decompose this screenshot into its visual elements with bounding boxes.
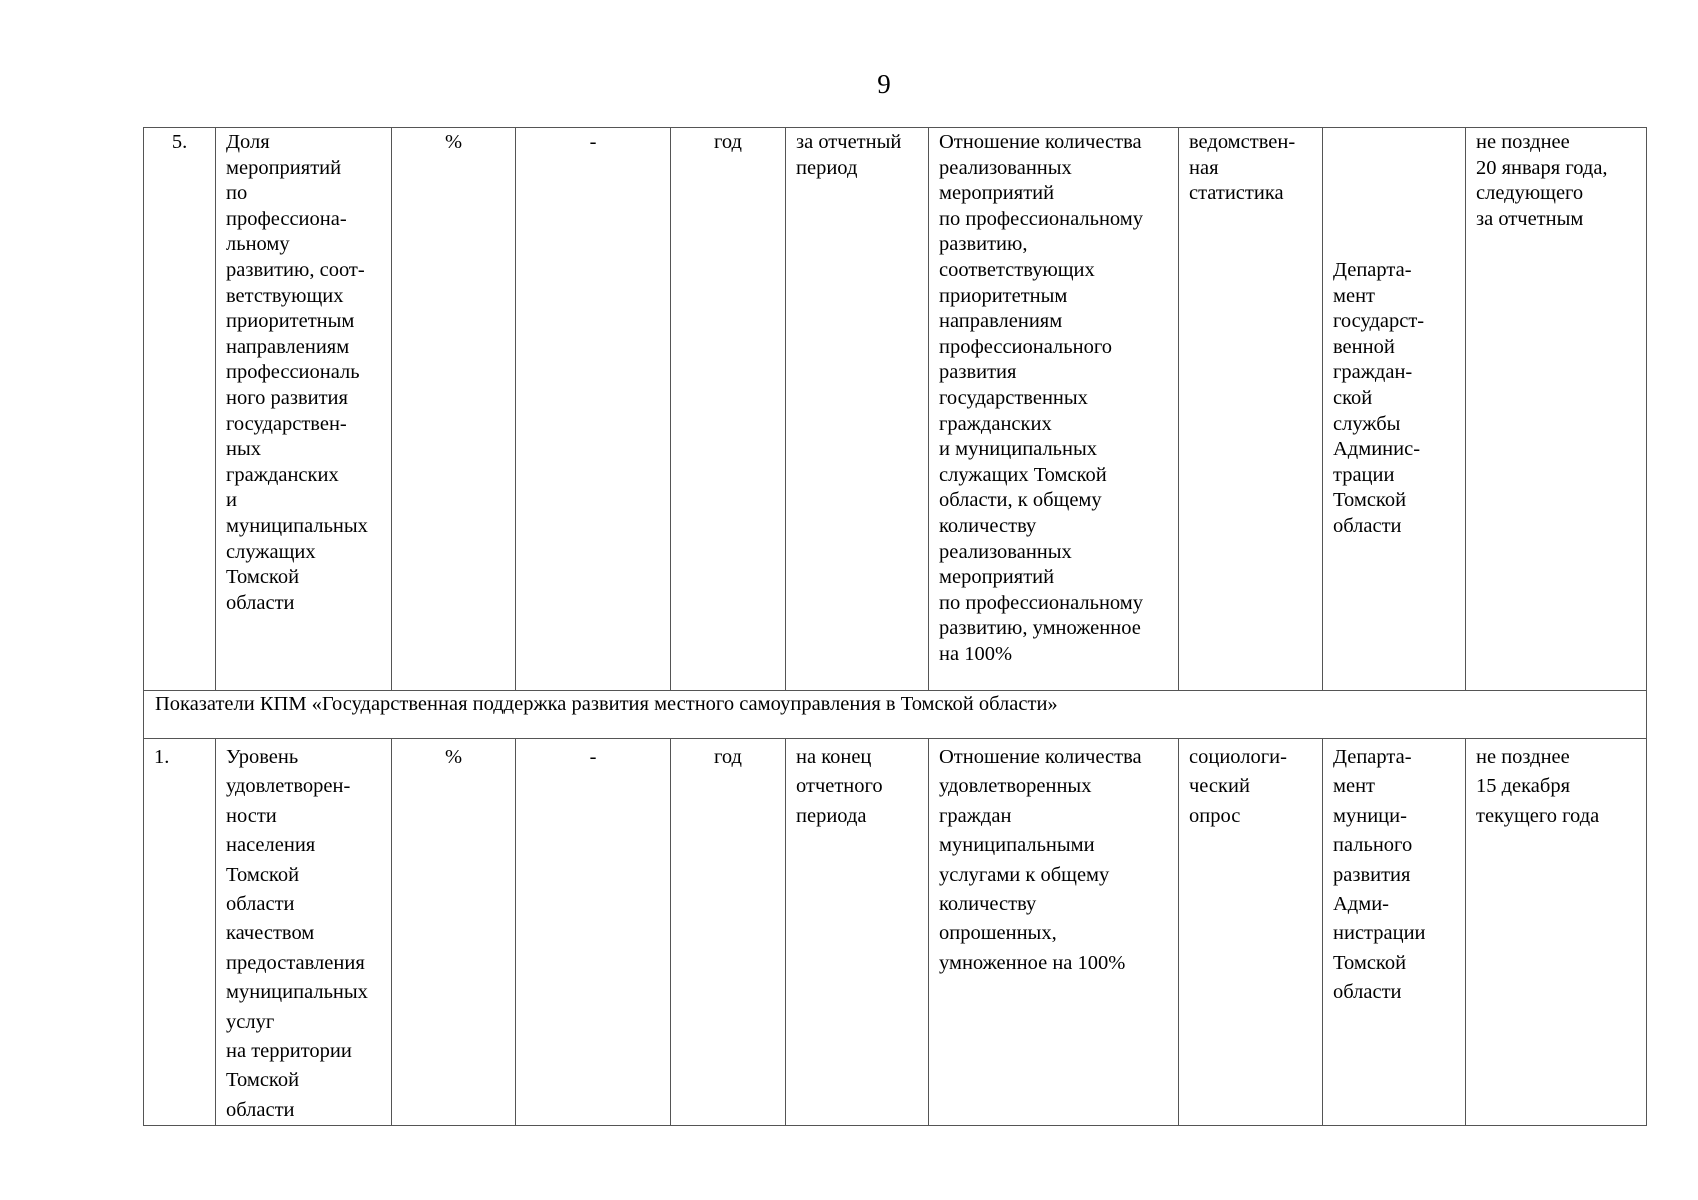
data-source-cell: ведомствен- ная статистика bbox=[1179, 128, 1323, 691]
responsible-cell bbox=[1323, 128, 1466, 691]
dash-cell: - bbox=[516, 128, 671, 691]
table-row bbox=[144, 128, 1647, 691]
responsible-cell: Департа- мент муници- пального развития Адми- нистрации Томской области bbox=[1323, 739, 1466, 1126]
unit-cell: % bbox=[392, 739, 516, 1126]
row-number: 5. bbox=[144, 128, 216, 691]
periodicity-cell: год bbox=[671, 739, 786, 1126]
section-row bbox=[144, 691, 1647, 739]
unit-cell: % bbox=[392, 128, 516, 691]
periodicity-cell: год bbox=[671, 128, 786, 691]
table-row bbox=[144, 739, 1647, 1126]
page-number: 9 bbox=[877, 69, 891, 99]
data-source-cell: социологи- ческий опрос bbox=[1179, 739, 1323, 1126]
formula-cell: Отношение количества удовлетворенных граждан муниципальными услугами к общему количеству опрошенных, умноженное на 100% bbox=[929, 739, 1179, 1126]
section-title: Показатели КПМ «Государственная поддержка развития местного самоуправления в Томской области» bbox=[144, 691, 1647, 739]
indicators-table bbox=[143, 127, 1647, 1126]
row-number: 1. bbox=[144, 739, 216, 1126]
deadline-cell: не позднее 15 декабря текущего года bbox=[1466, 739, 1647, 1126]
indicator-name: Уровень удовлетворен- ности населения Томской области качеством предоставления муниципальных услуг на территории Томской области bbox=[216, 739, 392, 1126]
responsible-text: Департа- мент государст- венной граждан- ской службы Админис- трации Томской области bbox=[1333, 259, 1425, 537]
indicator-name: Доля мероприятий по профессиона- льному развитию, соот- ветствующих приоритетным направлениям профессиональ ного развития государствен- ных гражданских и муниципальных служащих Томской области bbox=[216, 128, 392, 691]
time-characteristic-cell: на конец отчетного периода bbox=[786, 739, 929, 1126]
deadline-cell: не позднее 20 января года, следующего за отчетным bbox=[1466, 128, 1647, 691]
formula-cell: Отношение количества реализованных мероприятий по профессиональному развитию, соответствующих приоритетным направлениям профессионального развития государственных гражданских и муниципальных служащих Томской области, к общему количеству реализованных мероприятий по профессиональному развитию, умноженное на 100% bbox=[929, 128, 1179, 691]
dash-cell: - bbox=[516, 739, 671, 1126]
time-characteristic-cell: за отчетный период bbox=[786, 128, 929, 691]
